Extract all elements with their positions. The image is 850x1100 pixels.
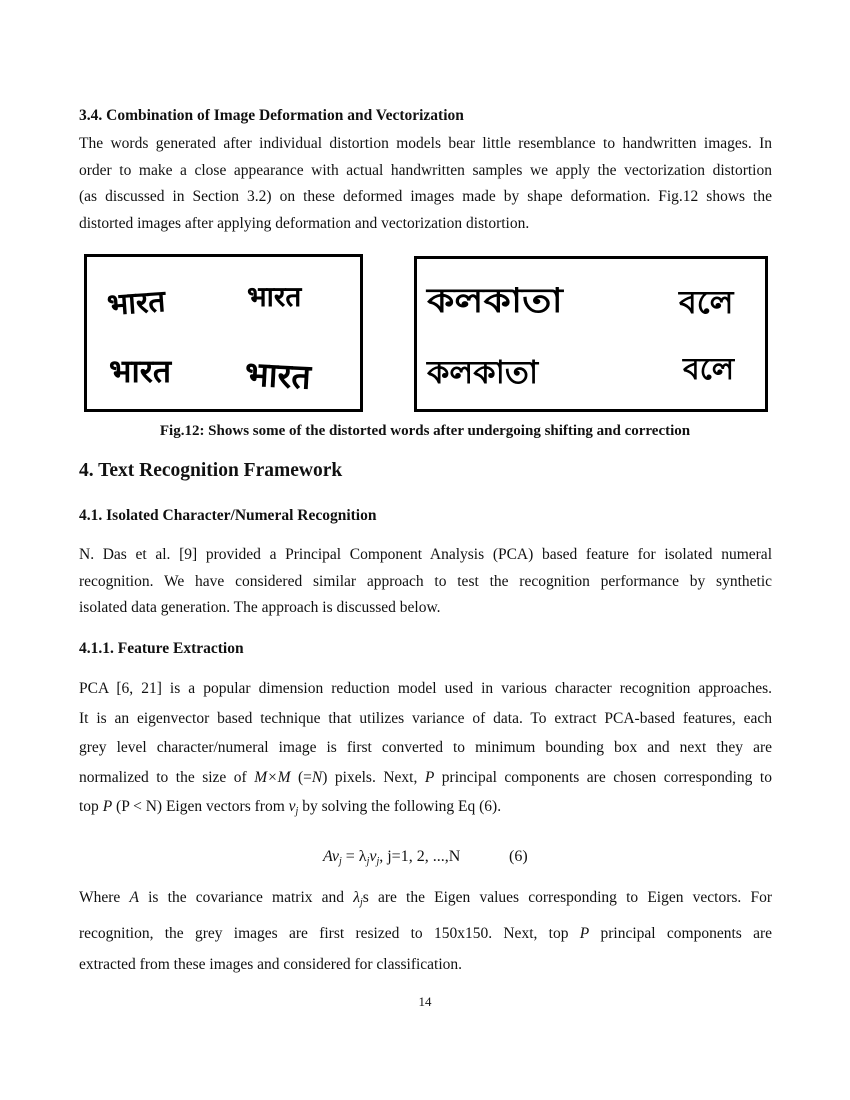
figure-caption: Fig.12: Shows some of the distorted words after undergoing shifting and correction xyxy=(159,423,691,439)
distorted-word: কলকাতা xyxy=(427,353,539,391)
math: P xyxy=(579,925,590,942)
distorted-word: বলে xyxy=(683,352,735,387)
math-subscript: j xyxy=(366,856,370,867)
text: normalized to the size of xyxy=(79,768,255,786)
math: Av xyxy=(323,848,339,865)
paragraph-line: (as discussed in Section 3.2) on these deformed images made by shape deformation. Fig.12 shows the xyxy=(79,188,772,205)
math-subscript: j xyxy=(295,806,299,817)
section-3-4-paragraph xyxy=(79,131,772,237)
text: principal components are chosen corresponding to xyxy=(434,768,772,786)
paragraph-line xyxy=(79,918,772,949)
page-number: 14 xyxy=(418,994,432,1009)
paragraph-line: isolated data generation. The approach is discussed below. xyxy=(79,599,441,616)
paragraph-line: It is an eigenvector based technique that utilizes variance of data. To extract PCA-based features, each xyxy=(79,709,772,727)
paragraph-line xyxy=(79,882,772,918)
math: = λ xyxy=(341,848,367,865)
text: s are the Eigen values corresponding to Eigen vectors. For xyxy=(362,889,772,906)
figure-right-panel xyxy=(414,256,768,412)
math-subscript: j xyxy=(376,856,380,867)
figure-left-panel xyxy=(84,254,363,412)
paragraph-line: The words generated after individual distortion models bear little resemblance to handwritten images. In xyxy=(79,135,772,152)
paragraph-line xyxy=(79,792,772,827)
math: v xyxy=(288,798,296,815)
text: top xyxy=(79,798,103,815)
paragraph-line: grey level character/numeral image is first converted to minimum bounding box and next they are xyxy=(79,739,772,756)
distorted-word: বলে xyxy=(679,283,734,321)
distorted-word: भारत xyxy=(247,280,302,313)
math: λ xyxy=(353,889,360,906)
section-4-heading: 4. Text Recognition Framework xyxy=(79,460,343,481)
text: principal components are xyxy=(589,925,772,942)
section-3-4-heading: 3.4. Combination of Image Deformation and Vectorization xyxy=(79,107,464,124)
equation-number: (6) xyxy=(509,848,528,865)
paragraph-line: recognition. We have considered similar approach to test the recognition performance by synthetic xyxy=(79,572,772,590)
paragraph-line: N. Das et al. [9] provided a Principal Component Analysis (PCA) based feature for isolated numeral xyxy=(79,546,772,563)
equation-6 xyxy=(323,848,460,867)
math: v xyxy=(369,848,377,865)
math: P xyxy=(424,768,435,786)
after-equation-paragraph xyxy=(79,882,772,980)
distorted-word: भारत xyxy=(243,354,312,398)
text: by solving the following Eq (6). xyxy=(298,798,502,815)
paragraph-line xyxy=(79,763,772,793)
text: recognition, the grey images are first resized to 150x150. Next, top xyxy=(79,925,580,942)
distorted-word: কলকাতা xyxy=(427,281,563,321)
math: P xyxy=(102,798,113,815)
text: ) pixels. Next, xyxy=(322,768,425,786)
paragraph-line: order to make a close appearance with actual handwritten samples we apply the vectorization distortion xyxy=(79,161,772,179)
section-4-1-heading: 4.1. Isolated Character/Numeral Recognition xyxy=(79,507,377,524)
paragraph-line: distorted images after applying deformation and vectorization distortion. xyxy=(79,214,530,232)
text: (= xyxy=(290,768,312,786)
text: (P < N) Eigen vectors from xyxy=(112,798,289,815)
section-4-1-1-heading: 4.1.1. Feature Extraction xyxy=(79,640,244,657)
distorted-word: भारत xyxy=(105,284,167,323)
math: , j=1, 2, ...,N xyxy=(379,848,461,865)
math: A xyxy=(129,889,139,906)
text: is the covariance matrix and xyxy=(138,889,354,906)
paragraph-line: extracted from these images and considered for classification. xyxy=(79,956,463,973)
distorted-word: भारत xyxy=(109,352,172,390)
paragraph-line: PCA [6, 21] is a popular dimension reduction model used in various character recognition approaches. xyxy=(79,680,772,697)
math: N xyxy=(311,768,323,786)
math-subscript: j xyxy=(339,856,342,867)
text: Where xyxy=(79,889,130,906)
math: M×M xyxy=(254,768,291,786)
math-subscript: j xyxy=(359,897,363,908)
section-4-1-paragraph xyxy=(79,542,772,622)
section-4-1-1-paragraph xyxy=(79,674,772,827)
